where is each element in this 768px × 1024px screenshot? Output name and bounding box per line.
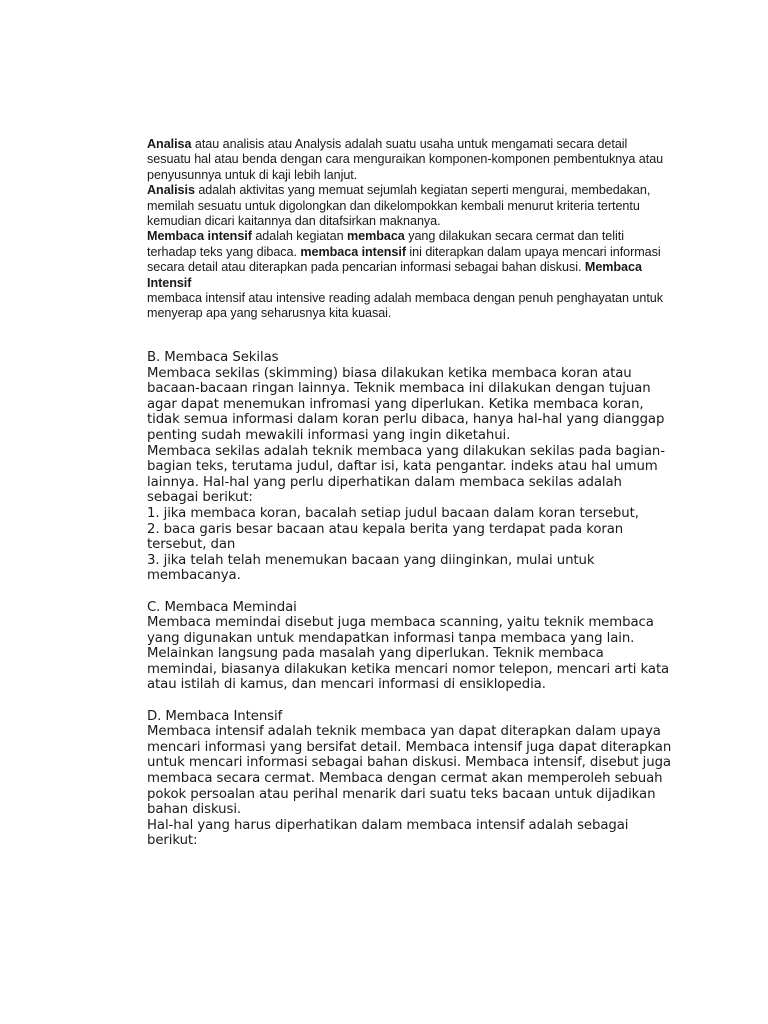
membaca-term: membaca [346, 229, 405, 244]
analisa-definition: atau analisis atau Analysis adalah suatu usaha untuk mengamati secara detail sesuatu hal atau benda dengan cara menguraikan komponen-komponen pembentuknya atau penyusunnya untuk di kaji lebih lanjut. [147, 137, 664, 182]
analisis-term: Analisis [147, 183, 195, 198]
analisis-definition: adalah aktivitas yang memuat sejumlah kegiatan seperti mengurai, membedakan, memilah sesuatu untuk digolongkan dan dikelompokkan kembali menurut kriteria tertentu kemudian dicari kaitannya dan ditafsirkan maknanya. [147, 183, 651, 229]
section-b-list-item-3: 3. jika telah telah menemukan bacaan yang diinginkan, mulai untuk membacanya. [147, 552, 595, 584]
section-d-paragraph-2: Hal-hal yang harus diperhatikan dalam membaca intensif adalah sebagai berikut: [147, 817, 629, 849]
paragraph-spacer [147, 693, 672, 709]
analisa-section [147, 137, 667, 322]
section-b-list-item-2: 2. baca garis besar bacaan atau kepala berita yang terdapat pada koran tersebut, dan [147, 521, 624, 553]
section-b-heading: B. Membaca Sekilas [147, 350, 279, 365]
section-b-list-item-1: 1. jika membaca koran, bacalah setiap judul bacaan dalam koran tersebut, [147, 505, 639, 521]
analisa-term: Analisa [147, 137, 192, 151]
paragraph-spacer [147, 584, 672, 600]
reading-techniques-section [147, 350, 672, 849]
section-d-heading: D. Membaca Intensif [147, 708, 283, 724]
section-b-paragraph-1: Membaca sekilas (skimming) biasa dilakukan ketika membaca koran atau bacaan-bacaan ringan lainnya. Teknik membaca ini dilakukan dengan tujuan agar dapat menemukan infromasi yang diperlukan. Ketika membaca koran, tidak semua informasi dalam koran perlu dibaca, hanya hal-hal yang dianggap penting sudah mewakili informasi yang ingin diketahui. [147, 365, 665, 443]
paragraph-text: yang dilakukan secara cermat dan teliti terhadap teks yang dibaca. [147, 229, 624, 259]
membaca-intensif-heading: Membaca Intensif [147, 260, 642, 290]
membaca-intensif-term-2: membaca intensif [300, 244, 406, 259]
analisa-paragraph [147, 137, 667, 183]
section-b-paragraph-2: Membaca sekilas adalah teknik membaca yang dilakukan sekilas pada bagian-bagian teks, terutama judul, daftar isi, kata pengantar. indeks atau hal umum lainnya. Hal-hal yang perlu diperhatikan dalam membaca sekilas adalah sebagai berikut: [147, 443, 665, 506]
section-d-paragraph-1: Membaca intensif adalah teknik membaca yan dapat diterapkan dalam upaya mencari informasi yang bersifat detail. Membaca intensif juga dapat diterapkan untuk mencari informasi sebagai bahan diskusi. Membaca intensif, disebut juga membaca secara cermat. Membaca dengan cermat akan memperoleh sebuah pokok persoalan atau perihal menarik dari suatu teks bacaan untuk dijadikan bahan diskusi. [147, 724, 672, 818]
section-c-paragraph-1: Membaca memindai disebut juga membaca scanning, yaitu teknik membaca yang digunakan untuk mendapatkan informasi tanpa membaca yang lain. Melainkan langsung pada masalah yang diperlukan. Teknik membaca memindai, biasanya dilakukan ketika mencari nomor telepon, mencari arti kata atau istilah di kamus, dan mencari informasi di ensiklopedia. [147, 615, 670, 693]
section-c-heading: C. Membaca Memindai [147, 599, 297, 615]
membaca-intensif-paragraph [147, 229, 667, 291]
paragraph-text: adalah kegiatan [251, 229, 347, 244]
paragraph-text: ini diterapkan dalam upaya mencari informasi secara detail atau diterapkan pada pencarian informasi sebagai bahan diskusi. [147, 244, 661, 275]
intensive-reading-paragraph: membaca intensif atau intensive reading adalah membaca dengan penuh penghayatan untuk menyerap apa yang seharusnya kita kuasai. [147, 291, 663, 321]
membaca-intensif-term: Membaca intensif [147, 229, 252, 244]
analisis-paragraph [147, 183, 667, 229]
